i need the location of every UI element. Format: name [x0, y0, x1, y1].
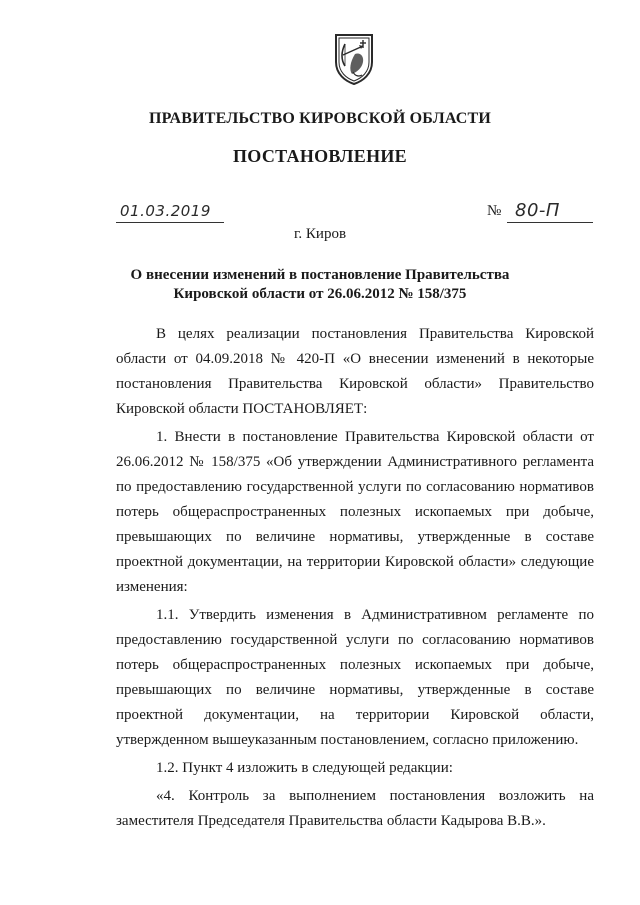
- document-number: 80-П: [515, 200, 560, 221]
- title-line-2: Кировской области от 26.06.2012 № 158/375: [173, 286, 467, 302]
- document-body: [116, 322, 594, 837]
- preamble-paragraph: В целях реализации постановления Правительства Кировской области от 04.09.2018 № 420-П «О внесении изменений в некоторые постановления Правительства Кировской области» Правительство Кировской области ПОСТАНОВЛЯЕТ:: [116, 326, 594, 417]
- item-4-paragraph: «4. Контроль за выполнением постановления возложить на заместителя Председателя Правительства области Кадырова В.В.».: [116, 788, 594, 829]
- government-name: ПРАВИТЕЛЬСТВО КИРОВСКОЙ ОБЛАСТИ: [148, 110, 492, 127]
- city: г. Киров: [293, 226, 347, 242]
- kirov-oblast-coat-of-arms-icon: [333, 32, 375, 86]
- number-sign: №: [487, 203, 502, 219]
- date-field: [116, 200, 224, 223]
- title-line-1: О внесении изменений в постановление Правительства: [130, 267, 510, 283]
- item-1-2-paragraph: 1.2. Пункт 4 изложить в следующей редакции:: [156, 760, 453, 776]
- item-1-1-paragraph: 1.1. Утвердить изменения в Административном регламенте по предоставлению государственной услуги по согласованию нормативов потерь общераспространенных полезных ископаемых при добыче, превышающих по величине нормативы, утвержденные в составе проектной документации, на территории Кировской области, утвержденном вышеуказанным постановлением, согласно приложению.: [116, 607, 594, 748]
- document-type: ПОСТАНОВЛЕНИЕ: [233, 146, 407, 166]
- document-date: 01.03.2019: [120, 202, 211, 220]
- document-title: [80, 266, 560, 304]
- item-1-paragraph: 1. Внести в постановление Правительства Кировской области от 26.06.2012 № 158/375 «Об утверждении Административного регламента по предоставлению государственной услуги по согласованию нормативов потерь общераспространенных полезных ископаемых при добыче, превышающих по величине нормативы, утвержденные в составе проектной документации, на территории Кировской области» следующие изменения:: [116, 429, 594, 595]
- number-line: [507, 200, 593, 223]
- number-field: [487, 200, 593, 222]
